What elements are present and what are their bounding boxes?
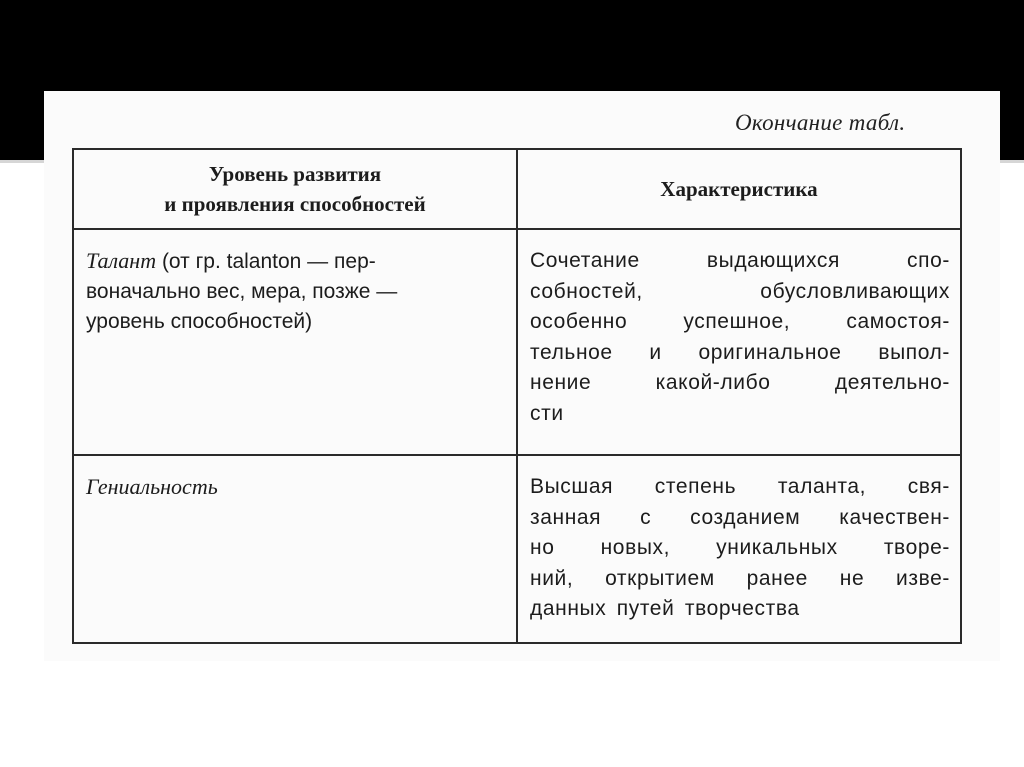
description-line: тельное и оригинальное выпол- (530, 340, 950, 364)
term-line: уровень способностей) (86, 310, 313, 333)
term-cell-talent (73, 229, 517, 455)
abilities-table (72, 148, 962, 644)
table-row (73, 455, 961, 643)
term-cell-genius (73, 455, 517, 643)
table-continuation-caption: Окончание табл. (735, 110, 906, 135)
table-header-row (73, 149, 961, 229)
term-title-genius: Гениальность (86, 474, 218, 499)
description-line: занная с созданием качествен- (530, 505, 950, 529)
header-level (73, 149, 517, 229)
description-line: нение какой-либо деятельно- (530, 371, 950, 394)
term-etymology: (от гр. talanton — пер- (156, 250, 376, 273)
description-cell-genius (517, 455, 961, 643)
description-line: Высшая степень таланта, свя- (530, 475, 950, 498)
description-line: Сочетание выдающихся спо- (530, 249, 950, 272)
description-line: но новых, уникальных творе- (530, 536, 950, 559)
description-line: данных путей творчества (530, 597, 800, 620)
description-line: собностей, обусловливающих (530, 279, 950, 303)
term-title-talent: Талант (86, 248, 157, 273)
table-row (73, 229, 961, 455)
header-level-line: и проявления способностей (164, 192, 426, 216)
description-line: особенно успешное, самостоя- (530, 310, 950, 333)
description-line: сти (530, 401, 564, 425)
header-characteristic: Характеристика (517, 149, 961, 229)
description-line: ний, открытием ранее не изве- (530, 566, 950, 590)
term-line: воначально вес, мера, позже — (86, 280, 398, 303)
description-cell-talent (517, 229, 961, 455)
term-line (86, 246, 506, 277)
header-level-line: Уровень развития (208, 162, 382, 186)
